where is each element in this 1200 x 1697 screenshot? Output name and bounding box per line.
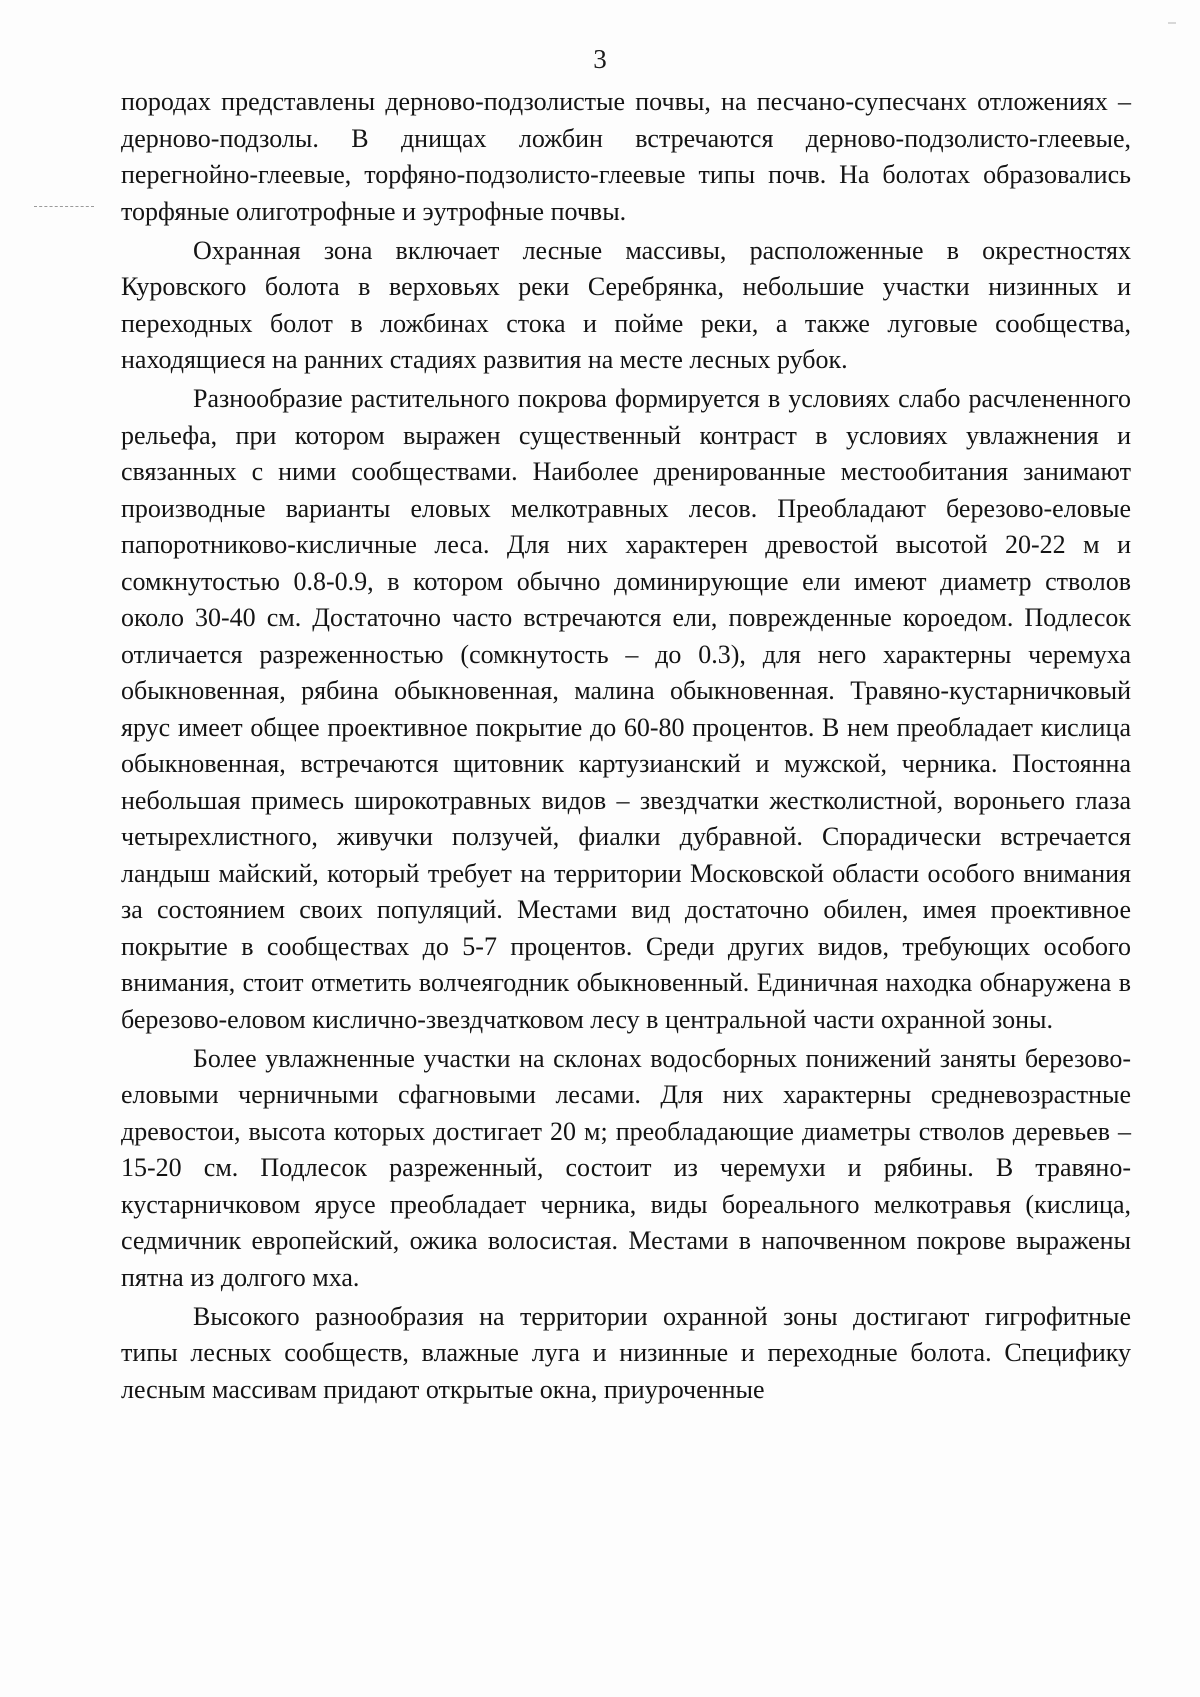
paragraph-continuation: породах представлены дерново-подзолистые почвы, на песчано-супесчанх отложениях – дерново-подзолы. В днищах ложбин встречаются дерново-подзолисто-глеевые, перегнойно-глеевые, торфяно-подзолисто-глеевые типы почв. На болотах образовались торфяные олиготрофные и эутрофные почвы.: [121, 87, 1131, 226]
paragraph-protected-zone: Охранная зона включает лесные массивы, расположенные в окрестностях Куровского болота в верховьях реки Серебрянка, небольшие участки низинных и переходных болот в ложбинах стока и пойме реки, а также луговые сообщества, находящиеся на ранних стадиях развития на месте лесных рубок.: [121, 235, 1131, 374]
paragraph-vegetation-diversity: Разнообразие растительного покрова формируется в условиях слабо расчлененного рельефа, при котором выражен существенный контраст в условиях увлажнения и связанных с ними сообществами. Наиболее дренированные местообитания занимают производные варианты еловых мелкотравных лесов. Преобладают березово-еловые папоротниково-кисличные леса. Для них характерен древостой высотой 20-22 м и сомкнутостью 0.8-0.9, в котором обычно доминирующие ели имеют диаметр стволов около 30-40 см. Достаточно часто встречаются ели, поврежденные короедом. Подлесок отличается разреженностью (сомкнутость – до 0.3), для него характерны черемуха обыкновенная, рябина обыкновенная, малина обыкновенная. Травяно-кустарничковый ярус имеет общее проективное покрытие до 60-80 процентов. В нем преобладает кислица обыкновенная, встречаются щитовник картузианский и мужской, черника. Постоянна небольшая примесь широкотравных видов – звездчатки жестколистной, вороньего глаза четырехлистного, живучки ползучей, фиалки дубравной. Спорадически встречается ландыш майский, который требует на территории Московской области особого внимания за состоянием своих популяций. Местами вид достаточно обилен, имея проективное покрытие в сообществах до 5-7 процентов. Среди других видов, требующих особого внимания, стоит отметить волчеягодник обыкновенный. Единичная находка обнаружена в березово-еловом кислично-звездчатковом лесу в центральной части охранной зоны.: [121, 384, 1131, 1034]
document-body: [121, 84, 1131, 1408]
page-number: 3: [593, 44, 607, 74]
paragraph-moist-slopes: Более увлажненные участки на склонах водосборных понижений заняты березово-еловыми черничными сфагновыми лесами. Для них характерны средневозрастные древостои, высота которых достигает 20 м; преобладающие диаметры стволов деревьев – 15-20 см. Подлесок разреженный, состоит из черемухи и рябины. В травяно-кустарничковом ярусе преобладает черника, виды бореального мелкотравья (кислица, седмичник европейский, ожика волосистая. Местами в напочвенном покрове выражены пятна из долгого мха.: [121, 1043, 1131, 1292]
scan-artifact: [1168, 22, 1176, 24]
paragraph-high-diversity: Высокого разнообразия на территории охранной зоны достигают гигрофитные типы лесных сообществ, влажные луга и низинные и переходные болота. Специфику лесным массивам придают открытые окна, приуроченные: [121, 1301, 1131, 1404]
margin-mark: [34, 206, 94, 207]
